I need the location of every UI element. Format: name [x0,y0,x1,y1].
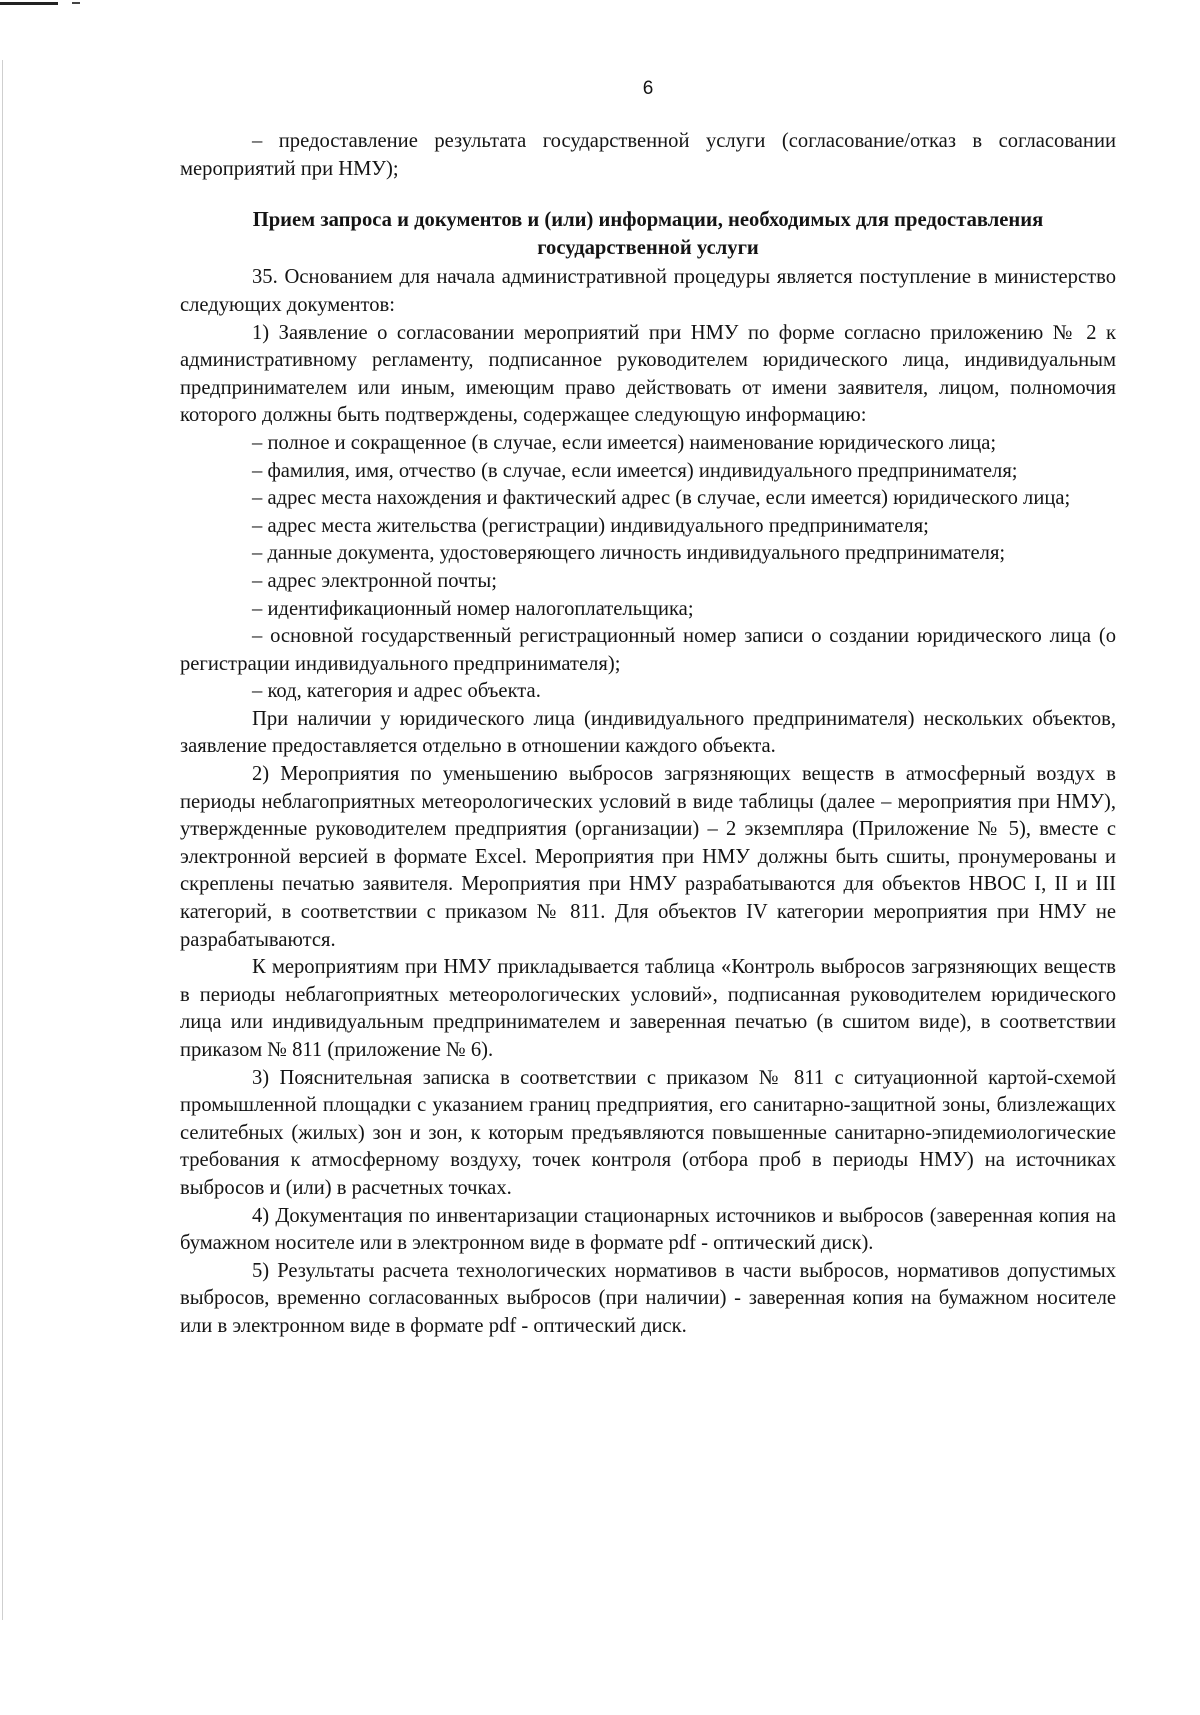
list-item-ogrn: – основной государственный регистрационный номер записи о создании юридического лица (о регистрации индивидуального предпринимателя); [180,625,1116,675]
item-1-application: 1) Заявление о согласовании мероприятий при НМУ по форме согласно приложению № 2 к административному регламенту, подписанное руководителем юридического лица, индивидуальным предпринимателем или иным, имеющим право действовать от имени заявителя, лицом, полномочия которого должны быть подтверждены, содержащее следующую информацию: [180,321,1116,427]
list-item-inn: – идентификационный номер налогоплательщика; [252,597,694,620]
list-item-name: – полное и сокращенное (в случае, если имеется) наименование юридического лица; [252,431,997,454]
item-3-explanatory-note: 3) Пояснительная записка в соответствии с приказом № 811 с ситуационной картой-схемой промышленной площадки с указанием границ предприятия, его санитарно-защитной зоны, близлежащих селитебных (жилых) зон и зон, к которым предъявляются повышенные санитарно-эпидемиологические требования к атмосферному воздуху, точек контроля (отбора проб в периоды НМУ) на источниках выбросов и (или) в расчетных точках. [180,1066,1116,1199]
page-number: 6 [642,78,654,99]
item-2-measures: 2) Мероприятия по уменьшению выбросов загрязняющих веществ в атмосферный воздух в периоды неблагоприятных метеорологических условий в виде таблицы (далее – мероприятия при НМУ), утвержденные руководителем предприятия (организации) – 2 экземпляра (Приложение № 5), вместе с электронной версией в формате Excel. Мероприятия при НМУ должны быть сшиты, пронумерованы и скреплены печатью заявителя. Мероприятия при НМУ разрабатываются для объектов НВОС I, II и III категорий, в соответствии с приказом № 811. Для объектов IV категории мероприятия при НМУ не разрабатываются. [180,763,1116,951]
scan-margin-line [2,60,3,1620]
section-heading: Прием запроса и документов и (или) информации, необходимых для предоставления государственной услуги [252,209,1044,259]
document-body [180,128,1116,1341]
paragraph-control-table: К мероприятиям при НМУ прикладывается таблица «Контроль выбросов загрязняющих веществ в периоды неблагоприятных метеорологических условий», подписанная руководителем юридического лица или индивидуальным предпринимателем и заверенная печатью (в сшитом виде), в соответствии приказом № 811 (приложение № 6). [180,956,1116,1061]
paragraph-35: 35. Основанием для начала административной процедуры является поступление в министерство следующих документов: [180,266,1116,316]
list-item-address: – адрес места нахождения и фактический адрес (в случае, если имеется) юридического лица; [252,487,1071,510]
paragraph-multiple-objects: При наличии у юридического лица (индивидуального предпринимателя) нескольких объектов, заявление предоставляется отдельно в отношении каждого объекта. [180,707,1116,758]
list-item-email: – адрес электронной почты; [252,569,497,592]
list-item-identity-document: – данные документа, удостоверяющего личность индивидуального предпринимателя; [252,542,1006,565]
list-item-residence: – адрес места жительства (регистрации) индивидуального предпринимателя; [252,514,929,537]
scan-edge-mark [0,2,58,5]
intro-paragraph: – предоставление результата государственной услуги (согласование/отказ в согласовании мероприятий при НМУ); [180,130,1116,180]
item-5-calculation-results: 5) Результаты расчета технологических нормативов в части выбросов, нормативов допустимых выбросов, временно согласованных выбросов (при наличии) - заверенная копия на бумажном носителе или в электронном виде в формате pdf - оптический диск. [180,1259,1116,1337]
item-4-inventory-docs: 4) Документация по инвентаризации стационарных источников и выбросов (заверенная копия на бумажном носителе или в электронном виде в формате pdf - оптический диск). [180,1204,1116,1255]
list-item-fio: – фамилия, имя, отчество (в случае, если имеется) индивидуального предпринимателя; [252,459,1018,482]
scan-edge-mark-small [72,2,80,4]
list-item-object-code: – код, категория и адрес объекта. [252,680,541,703]
